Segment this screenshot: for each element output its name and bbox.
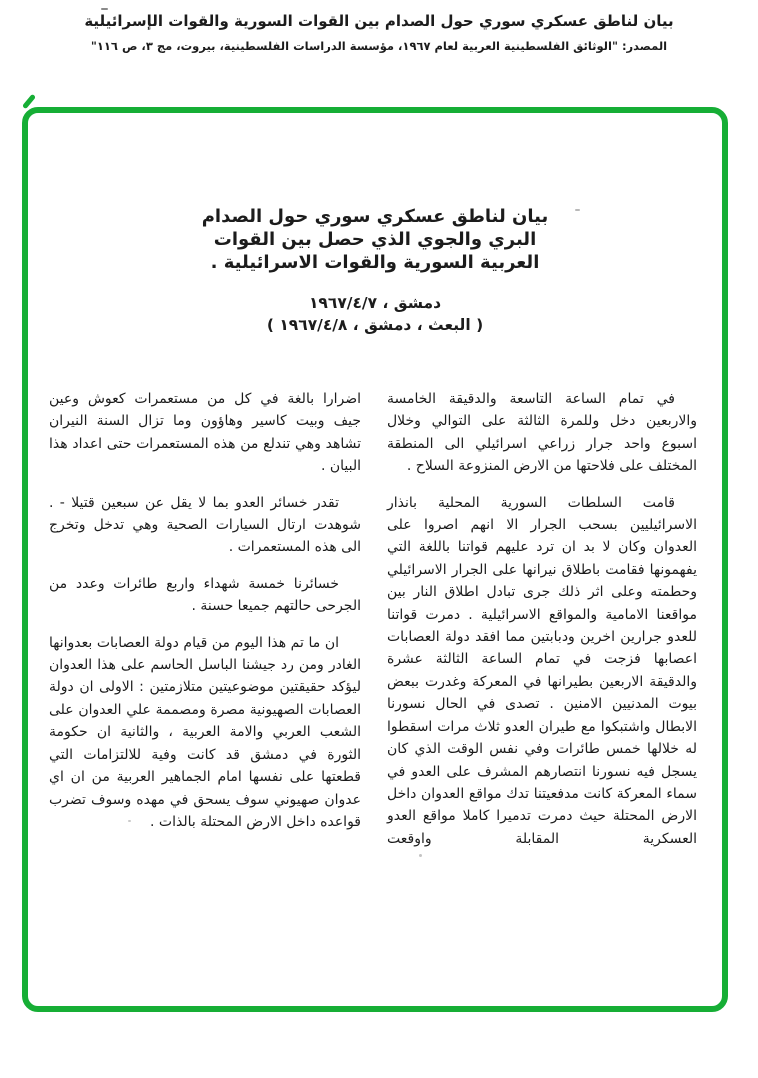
scan-speck [101,8,108,10]
scan-speck [419,854,422,857]
body-paragraph: ان ما تم هذا اليوم من قيام دولة العصابات بعدوانها الغادر ومن رد جيشنا الباسل الحاسم على هذا العدوان ليؤكد حقيقتين موضوعيتين متلازمتين : الاولى ان دولة العصابات الصهيونية مصرة ومصممة علي العدوان على الشعب العربي والامة العربية ، والثانية ان حكومة الثورة في دمشق قد كانت وفية للالتزامات التي قطعتها على نفسها امام الجماهير العربية من ان اي عدوان صهيوني سوف يسحق في مهده وسوف تضرب قواعده داخل الارض المحتلة بالذات . [49,634,361,830]
statement-title-line-2: البري والجوي الذي حصل بين القوات [213,229,537,250]
body-paragraph: تقدر خسائر العدو بما لا يقل عن سبعين قتيلا - . شوهدت ارتال السيارات الصحية وهي تدخل وتخرج الى هذه المستعمرات . [49,494,361,556]
document-source-citation: المصدر: "الوثائق الفلسطينية العربية لعام ١٩٦٧، مؤسسة الدراسات الفلسطينية، بيروت، مج ٣، ص ١١٦" [90,39,668,53]
page-header [0,12,758,53]
body-paragraph: خسائرنا خمسة شهداء واربع طائرات وعدد من الجرحى حالتهم جميعا حسنة . [49,575,361,615]
two-column-body [48,388,697,864]
statement-title-line-3: العربية السورية والقوات الاسرائيلية . [210,252,540,273]
body-column-right [387,388,697,864]
statement-title-line-1: بيان لناطق عسكري سوري حول الصدام [201,206,549,227]
statement-dateline [28,292,722,336]
statement-title [58,205,692,274]
body-paragraph: اضرارا بالغة في كل من مستعمرات كعوش وعين جيف وبيت كاسير وهاؤون وما تزال السنة النيران تشاهد وهي تندلع من هذه المستعمرات حتى اعداد هذا البيان . [49,391,361,475]
body-column-left [49,388,361,847]
dateline-publication: ( البعث ، دمشق ، ١٩٦٧/٤/٨ ) [266,316,484,334]
scan-speck [128,820,131,822]
document-header-title: بيان لناطق عسكري سوري حول الصدام بين القوات السورية والقوات الإسرائيلية [84,12,674,30]
body-paragraph: قامت السلطات السورية المحلية بانذار الاسرائيليين بسحب الجرار الا انهم اصروا على العدوان وكان لا بد ان ترد عليهم قواتنا باللغة التي يفهمونها فقامت باطلاق نيرانها على الجرار الاسرائيلي وحطمته وعلى اثر ذلك جرى تبادل اطلاق النار بين مواقعنا الامامية والمواقع الاسرائيلية . دمرت قواتنا للعدو جرارين اخرين ودبابتين مما افقد دولة العصابات اعصابها فزجت في تمام الساعة الثالثة عشرة والدقيقة الاربعين بطيرانها في المعركة وغدرت ببعض بيوت المدنيين الامنين . تصدى في الحال نسورنا الابطال واشتبكوا مع طيران العدو ثلاث مرات اسقطوا له خلالها خمس طائرات وفي نفس الوقت الذي كان يسجل فيه نسورنا انتصارهم المشرف على العدو في سماء المعركة كانت مدفعيتنا تدك مواقع العدوان داخل الارض المحتلة حيث دمرت تدميرا كاملا مواقع العدو العسكرية المقابلة واوقعت [387,494,697,847]
document-frame [22,107,728,1012]
scan-speck [575,209,580,211]
body-paragraph: في تمام الساعة التاسعة والدقيقة الخامسة والاربعين دخل وللمرة الثالثة على التوالي وخلال اسبوع واحد جرار زراعي اسرائيلي الى المنطقة المختلف على فلاحتها من الارض المنزوعة السلاح . [387,391,697,475]
dateline-place-date: دمشق ، ١٩٦٧/٤/٧ [308,294,442,312]
